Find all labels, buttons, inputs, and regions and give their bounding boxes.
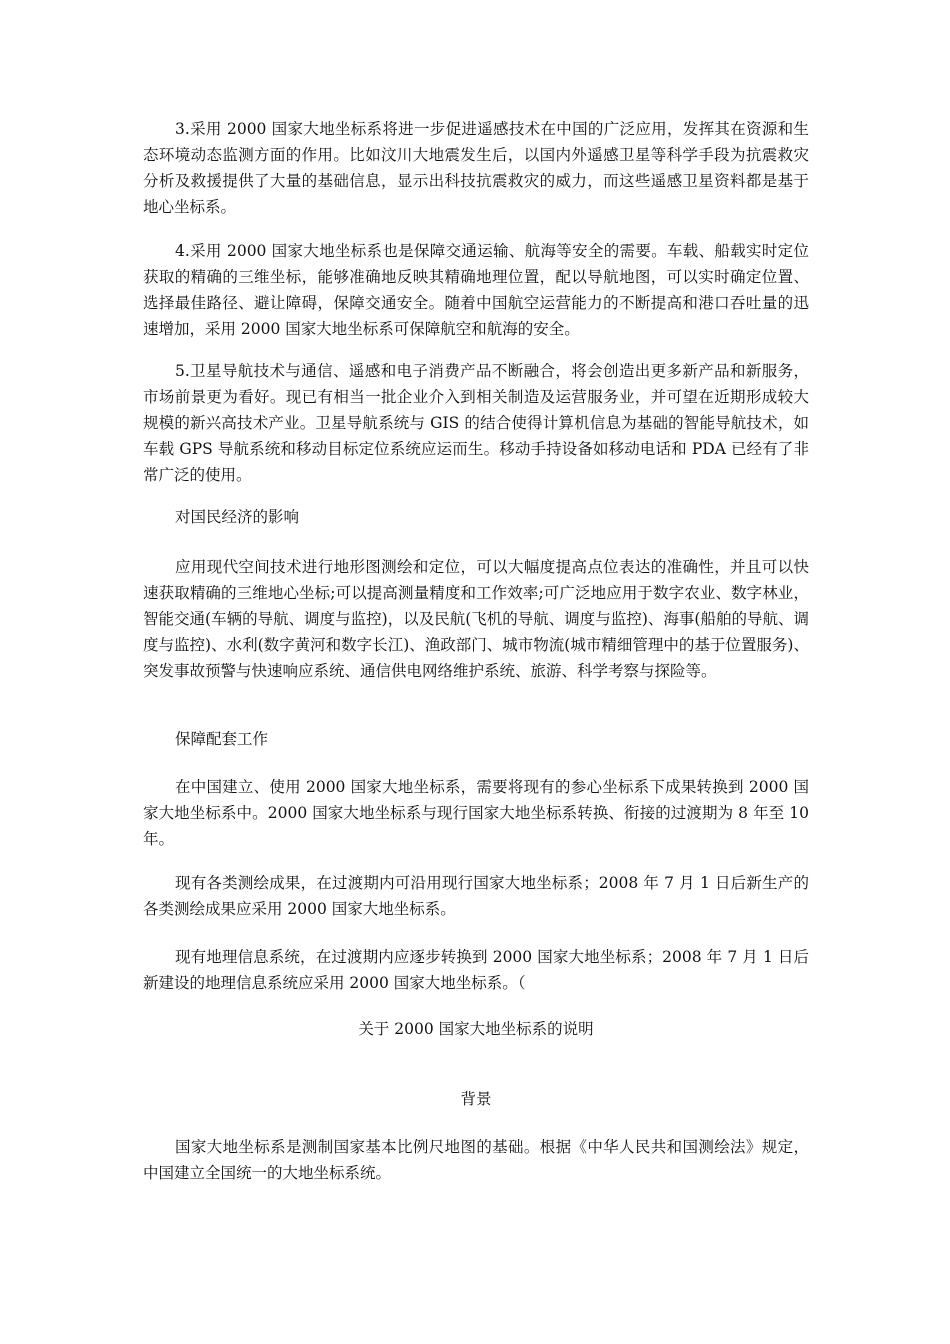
paragraph-gis-systems: 现有地理信息系统，在过渡期内应逐步转换到 2000 国家大地坐标系；2008 年 7 月 1 日后新建设的地理信息系统应采用 2000 国家大地坐标系。（ <box>143 948 809 992</box>
section-heading-background: 背景 <box>460 1090 492 1108</box>
paragraph-remote-sensing: 3.采用 2000 国家大地坐标系将进一步促进遥感技术在中国的广泛应用，发挥其在资源和生态环境动态监测方面的作用。比如汶川大地震发生后，以国内外遥感卫星等科学手段为抗震救灾分析及救援提供了大量的基础信息，显示出科技抗震救灾的威力，而这些遥感卫星资料都是基于地心坐标系。 <box>143 120 809 216</box>
paragraph-background: 国家大地坐标系是测制国家基本比例尺地图的基础。根据《中华人民共和国测绘法》规定，中国建立全国统一的大地坐标系统。 <box>143 1138 809 1182</box>
paragraph-applications: 应用现代空间技术进行地形图测绘和定位，可以大幅度提高点位表达的准确性，并且可以快速获取精确的三维地心坐标;可以提高测量精度和工作效率;可广泛地应用于数字农业、数字林业，智能交通(车辆的导航、调度与监控)，以及民航(飞机的导航、调度与监控)、海事(船舶的导航、调度与监控)、水利(数字黄河和数字长江)、渔政部门、城市物流(城市精细管理中的基于位置服务)、突发事故预警与快速响应系统、通信供电网络维护系统、旅游、科学考察与探险等。 <box>143 558 809 680</box>
paragraph-satellite-navigation: 5.卫星导航技术与通信、遥感和电子消费产品不断融合，将会创造出更多新产品和新服务，市场前景更为看好。现已有相当一批企业介入到相关制造及运营服务业，并可望在近期形成较大规模的新兴高技术产业。卫星导航系统与 GIS 的结合使得计算机信息为基础的智能导航技术，如车载 GPS 导航系统和移动目标定位系统应运而生。移动手持设备如移动电话和 PDA 已经有了非常广泛的使用。 <box>143 362 809 484</box>
paragraph-transition-period: 在中国建立、使用 2000 国家大地坐标系，需要将现有的参心坐标系下成果转换到 2000 国家大地坐标系中。2000 国家大地坐标系与现行国家大地坐标系转换、衔接的过渡期为 8 年至 10 年。 <box>143 778 809 848</box>
paragraph-transport-safety: 4.采用 2000 国家大地坐标系也是保障交通运输、航海等安全的需要。车载、船载实时定位获取的精确的三维坐标，能够准确地反映其精确地理位置，配以导航地图，可以实时确定位置、选择最佳路径、避让障碍，保障交通安全。随着中国航空运营能力的不断提高和港口吞吐量的迅速增加，采用 2000 国家大地坐标系可保障航空和航海的安全。 <box>143 242 809 338</box>
document-title: 关于 2000 国家大地坐标系的说明 <box>358 1020 594 1038</box>
heading-national-economy: 对国民经济的影响 <box>175 508 300 526</box>
paragraph-surveying-results: 现有各类测绘成果，在过渡期内可沿用现行国家大地坐标系；2008 年 7 月 1 日后新生产的各类测绘成果应采用 2000 国家大地坐标系。 <box>143 874 809 918</box>
heading-supporting-work: 保障配套工作 <box>175 730 269 748</box>
